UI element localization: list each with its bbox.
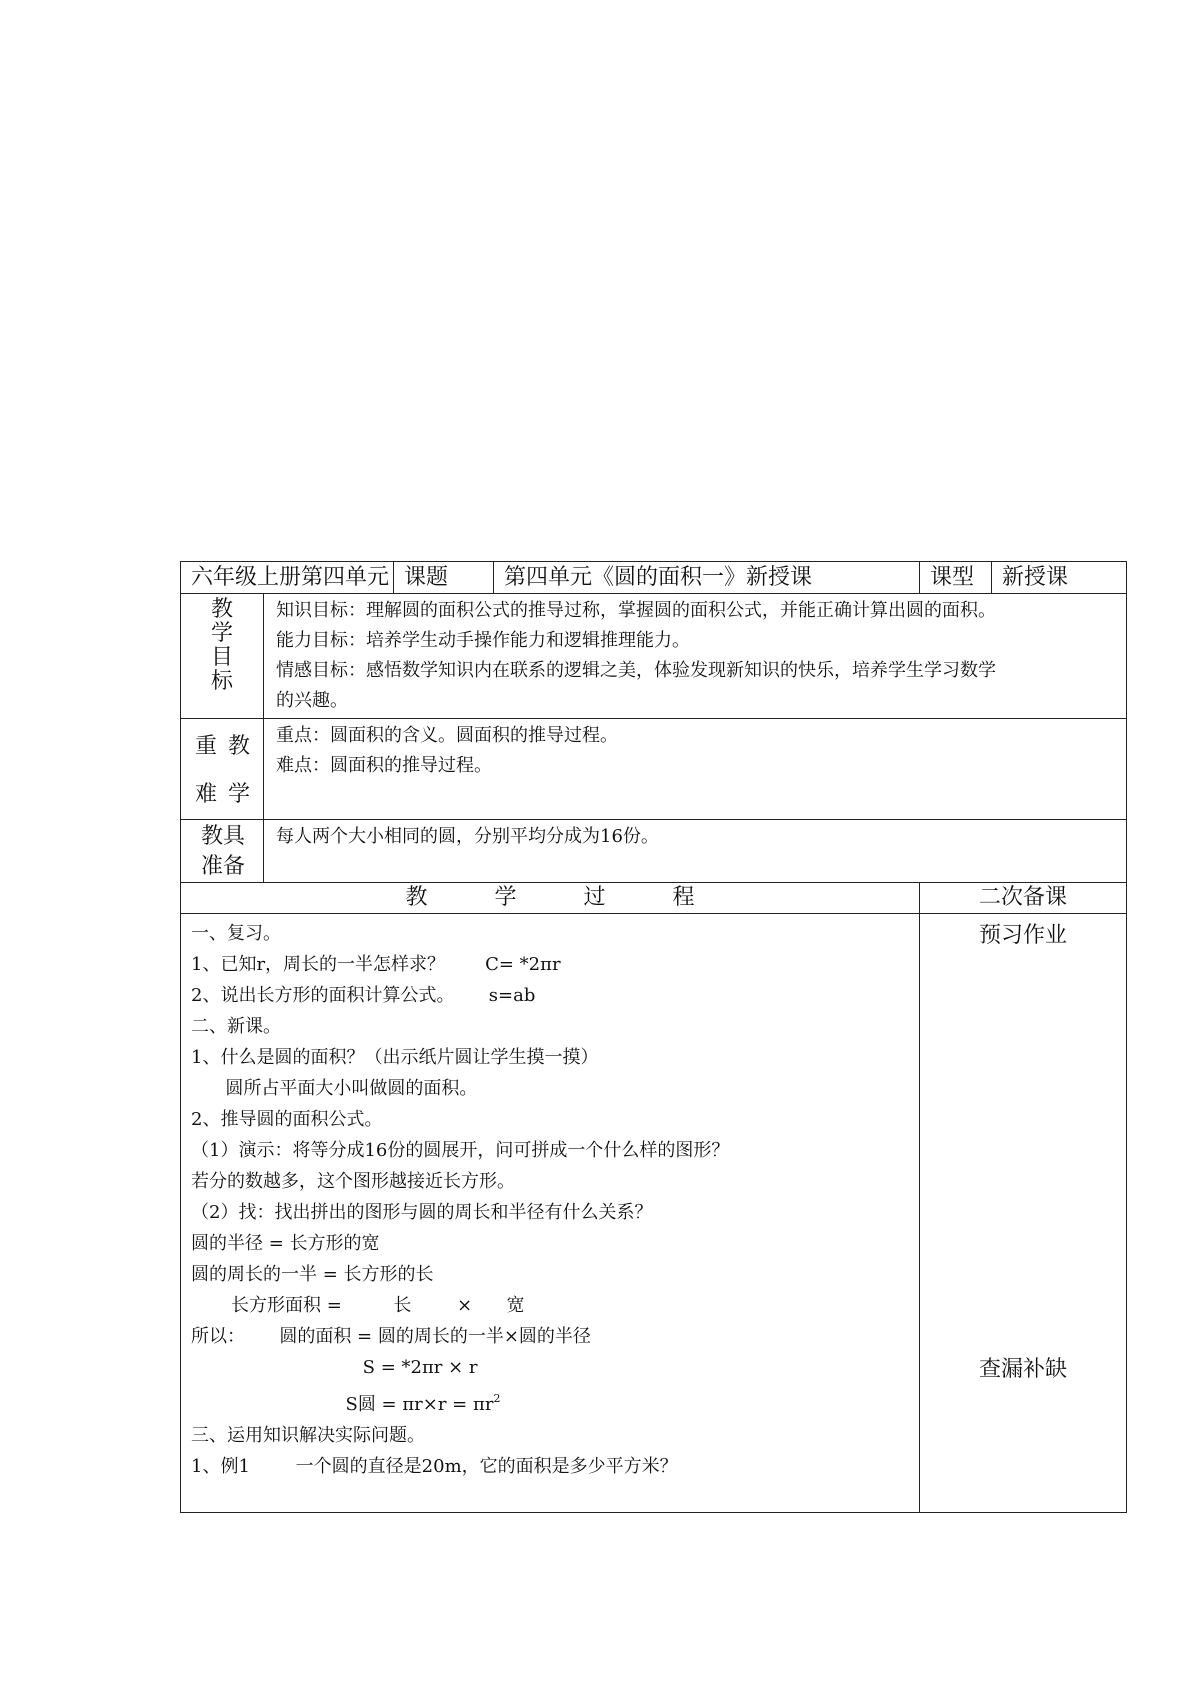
process-line: 2、说出长方形的面积计算公式。 s=ab [191, 985, 536, 1006]
materials-row [181, 820, 1127, 883]
second-prep-title: 二次备课 [920, 883, 1127, 914]
key-points-label-line: 重 教 [195, 734, 252, 759]
type-label: 课型 [920, 562, 992, 594]
objectives-content [264, 594, 1127, 719]
lesson-plan-table [180, 561, 1126, 1513]
key-point: 重点：圆面积的含义。圆面积的推导过程。 [276, 725, 618, 746]
second-prep-content [920, 914, 1127, 1513]
header-row [181, 562, 1127, 594]
key-points-content [264, 719, 1127, 820]
process-title-char: 程 [672, 885, 695, 910]
process-line: S = *2πr × r [191, 1357, 478, 1378]
process-line: （2）找：找出拼出的图形与圆的周长和半径有什么关系？ [191, 1202, 653, 1223]
objectives-label-char: 学 [210, 621, 233, 646]
process-title [181, 883, 920, 914]
objective-emotion-cont: 的兴趣。 [276, 690, 348, 711]
area-formula-exponent: 2 [493, 1392, 501, 1405]
process-content [181, 914, 920, 1513]
objectives-row [181, 594, 1127, 719]
preview-homework: 预习作业 [979, 923, 1068, 948]
key-points-row [181, 719, 1127, 820]
process-title-char: 教 [405, 885, 428, 910]
area-formula: S圆 = πr×r = πr [191, 1394, 494, 1415]
process-line: 若分的数越多，这个图形越接近长方形。 [191, 1171, 515, 1192]
objective-knowledge: 知识目标：理解圆的面积公式的推导过称，掌握圆的面积公式，并能正确计算出圆的面积。 [276, 600, 996, 621]
process-line: 一、复习。 [191, 923, 281, 944]
objective-ability: 能力目标：培养学生动手操作能力和逻辑推理能力。 [276, 630, 690, 651]
process-line: 圆的周长的一半 = 长方形的长 [191, 1264, 434, 1285]
process-line: 圆的半径 = 长方形的宽 [191, 1233, 380, 1254]
fill-gaps: 查漏补缺 [979, 1357, 1068, 1382]
process-line: 1、已知r，周长的一半怎样求？ C= *2πr [191, 954, 561, 975]
objectives-label [181, 594, 264, 719]
objectives-label-char: 标 [210, 669, 233, 694]
process-line: 圆所占平面大小叫做圆的面积。 [191, 1078, 478, 1099]
topic-cell: 第四单元《圆的面积一》新授课 [494, 562, 920, 594]
process-body-row [181, 914, 1127, 1513]
key-points-label [181, 719, 264, 820]
process-line: 长方形面积 = 长 × 宽 [191, 1295, 525, 1316]
type-cell: 新授课 [992, 562, 1127, 594]
materials-label [181, 820, 264, 883]
objectives-label-char: 教 [210, 597, 233, 622]
process-line: 二、新课。 [191, 1016, 281, 1037]
materials-text: 每人两个大小相同的圆，分别平均分成为16份。 [276, 826, 659, 847]
materials-content [264, 820, 1127, 883]
objective-emotion: 情感目标：感悟数学知识内在联系的逻辑之美，体验发现新知识的快乐，培养学生学习数学 [276, 660, 996, 681]
process-line: 1、例1 一个圆的直径是20m，它的面积是多少平方米？ [191, 1456, 678, 1477]
materials-label-line: 教具 [201, 824, 246, 849]
objectives-label-char: 目 [210, 645, 233, 670]
difficult-point: 难点：圆面积的推导过程。 [276, 755, 492, 776]
process-line: 三、运用知识解决实际问题。 [191, 1425, 425, 1446]
process-line: （1）演示：将等分成16份的圆展开，问可拼成一个什么样的图形？ [191, 1140, 730, 1161]
process-line: 2、推导圆的面积公式。 [191, 1109, 383, 1130]
topic-label: 课题 [394, 562, 494, 594]
process-title-char: 学 [494, 885, 517, 910]
process-title-char: 过 [583, 885, 606, 910]
materials-label-line: 准备 [201, 854, 246, 879]
process-line: 1、什么是圆的面积？（出示纸片圆让学生摸一摸） [191, 1047, 599, 1068]
process-header-row [181, 883, 1127, 914]
area-formula-line [191, 1383, 911, 1420]
process-line: 所以： 圆的面积 = 圆的周长的一半×圆的半径 [191, 1326, 591, 1347]
unit-cell: 六年级上册第四单元 [181, 562, 394, 594]
key-points-label-line: 难 学 [195, 782, 252, 807]
